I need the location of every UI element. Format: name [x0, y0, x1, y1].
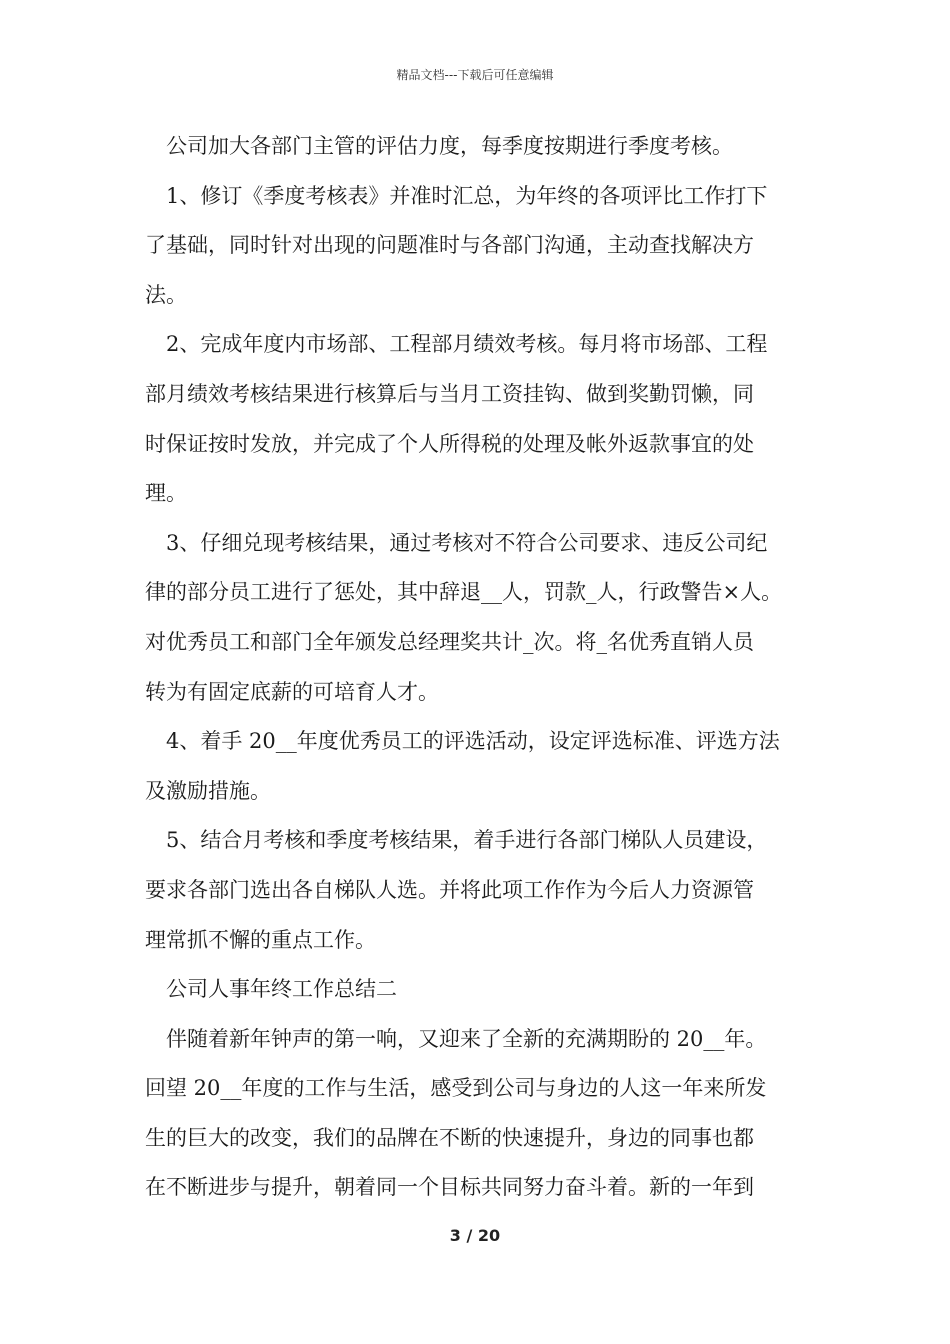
page-number [0, 1226, 950, 1245]
section-heading: 公司人事年终工作总结二 [166, 977, 397, 1002]
paragraph-line: 转为有固定底薪的可培育人才。 [145, 679, 439, 704]
paragraph-line: 2、完成年度内市场部、工程部月绩效考核。每月将市场部、工程 [166, 332, 768, 357]
paragraph-line: 理常抓不懈的重点工作。 [145, 927, 376, 952]
paragraph-line: 时保证按时发放，并完成了个人所得税的处理及帐外返款事宜的处 [145, 431, 754, 456]
paragraph-line: 3、仔细兑现考核结果，通过考核对不符合公司要求、违反公司纪 [166, 530, 768, 555]
page-total: 20 [477, 1226, 501, 1245]
paragraph-line: 回望 20__年度的工作与生活，感受到公司与身边的人这一年来所发 [145, 1076, 767, 1101]
paragraph-line: 4、着手 20__年度优秀员工的评选活动，设定评选标准、评选方法 [166, 729, 780, 754]
page-separator: / [460, 1226, 478, 1245]
paragraph-line: 生的巨大的改变，我们的品牌在不断的快速提升，身边的同事也都 [145, 1125, 754, 1150]
paragraph-line: 律的部分员工进行了惩处，其中辞退__人，罚款_人，行政警告×人。 [145, 580, 783, 605]
paragraph-line: 部月绩效考核结果进行核算后与当月工资挂钩、做到奖勤罚懒，同 [145, 381, 754, 406]
paragraph-line: 及激励措施。 [145, 778, 271, 803]
paragraph-line: 公司加大各部门主管的评估力度，每季度按期进行季度考核。 [166, 134, 733, 158]
paragraph-line: 法。 [145, 282, 187, 307]
paragraph-line: 了基础，同时针对出现的问题准时与各部门沟通，主动查找解决方 [145, 233, 754, 258]
body-text [145, 122, 815, 1213]
paragraph-line: 在不断进步与提升，朝着同一个目标共同努力奋斗着。新的一年到 [145, 1175, 754, 1200]
paragraph-line: 对优秀员工和部门全年颁发总经理奖共计_次。将_名优秀直销人员 [145, 629, 754, 654]
paragraph-line: 要求各部门选出各自梯队人选。并将此项工作作为今后人力资源管 [145, 877, 754, 902]
paragraph-line: 伴随着新年钟声的第一响，又迎来了全新的充满期盼的 20__年。 [166, 1026, 767, 1051]
page-header: 精品文档---下载后可任意编辑 [396, 68, 554, 82]
paragraph-line: 5、结合月考核和季度考核结果，着手进行各部门梯队人员建设， [166, 828, 768, 853]
paragraph-line: 1、修订《季度考核表》并准时汇总，为年终的各项评比工作打下 [166, 183, 768, 208]
page-current: 3 [449, 1226, 461, 1245]
paragraph-line: 理。 [145, 481, 187, 506]
